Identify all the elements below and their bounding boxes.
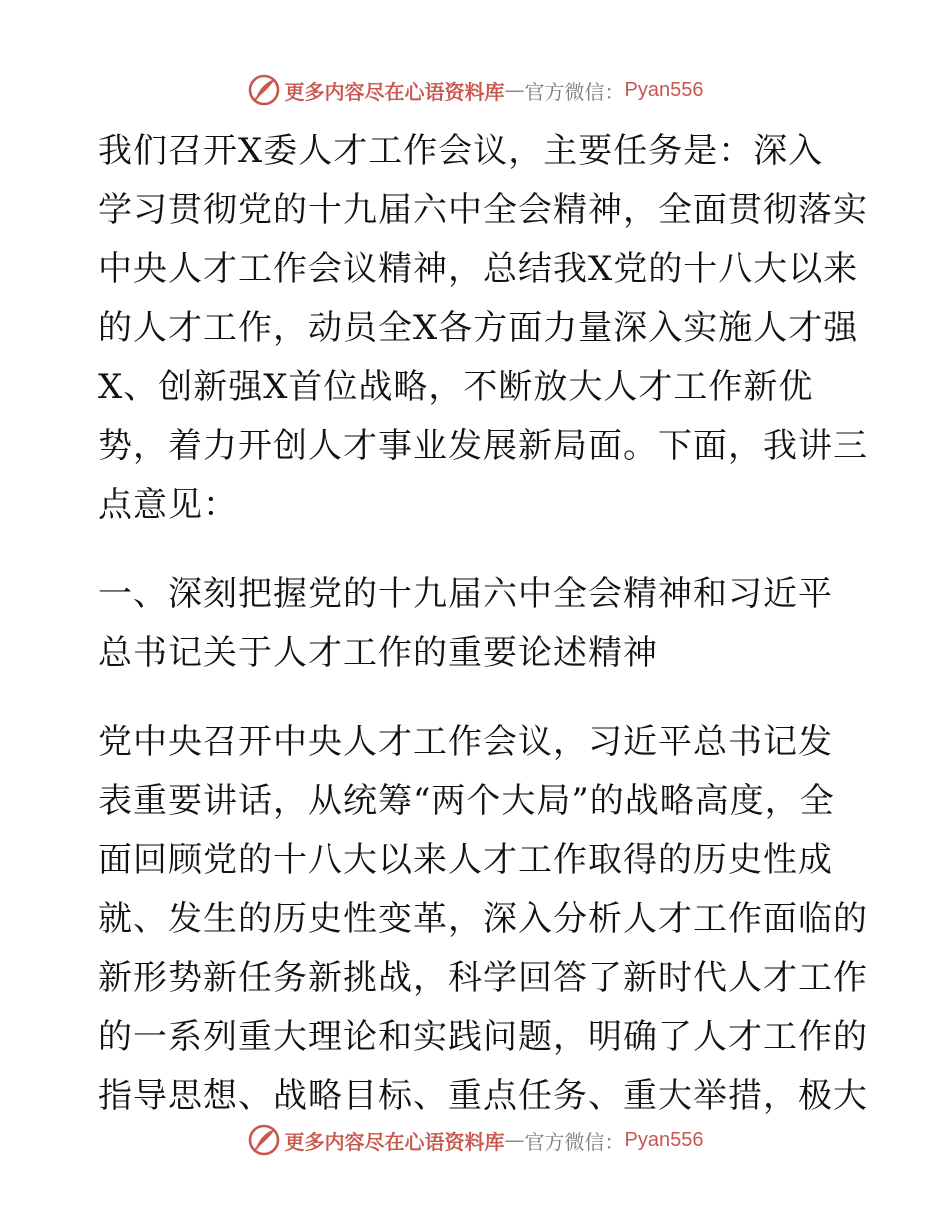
header-banner xyxy=(0,70,950,110)
text-line: 的人才工作，动员全X各方面力量深入实施人才强 xyxy=(98,308,859,348)
text-line: 我们召开X委人才工作会议，主要任务是：深入 xyxy=(98,131,824,171)
footer-brand-text: 更多内容尽在心语资料库 xyxy=(284,1129,505,1154)
text-line: 表重要讲话，从统筹“两个大局”的战略高度，全 xyxy=(98,781,835,821)
paragraph-gap xyxy=(98,683,858,713)
text-line: 点意见： xyxy=(98,485,238,525)
paragraph-gap xyxy=(98,535,858,565)
text-line: 面回顾党的十八大以来人才工作取得的历史性成 xyxy=(98,840,833,880)
text-line: 党中央召开中央人才工作会议，习近平总书记发 xyxy=(98,722,833,762)
text-line: X、创新强X首位战略，不断放大人才工作新优 xyxy=(98,367,814,407)
text-line: 的一系列重大理论和实践问题，明确了人才工作的 xyxy=(98,1017,868,1057)
section-heading-1 xyxy=(98,565,858,683)
text-line: 新形势新任务新挑战，科学回答了新时代人才工作 xyxy=(98,958,868,998)
footer-separator: — xyxy=(504,1128,525,1152)
document-body xyxy=(98,122,868,1126)
feather-pen-logo-icon xyxy=(247,1123,281,1157)
header-separator: — xyxy=(504,78,525,102)
text-line: 中央人才工作会议精神，总结我X党的十八大以来 xyxy=(98,249,859,289)
text-line: 学习贯彻党的十九届六中全会精神，全面贯彻落实 xyxy=(98,190,868,230)
paragraph-central-meeting xyxy=(98,713,868,1126)
heading-line: 总书记关于人才工作的重要论述精神 xyxy=(98,633,658,673)
footer-banner xyxy=(0,1120,950,1160)
text-line: 就、发生的历史性变革，深入分析人才工作面临的 xyxy=(98,899,868,939)
text-line: 指导思想、战略目标、重点任务、重大举措，极大 xyxy=(98,1076,868,1116)
header-brand-text: 更多内容尽在心语资料库 xyxy=(284,79,505,104)
paragraph-intro xyxy=(98,122,868,535)
header-official-label: 官方微信： xyxy=(524,79,625,104)
heading-line: 一、深刻把握党的十九届六中全会精神和习近平 xyxy=(98,574,833,614)
footer-official-label: 官方微信： xyxy=(524,1129,625,1154)
text-line: 势，着力开创人才事业发展新局面。下面，我讲三 xyxy=(98,426,868,466)
feather-pen-logo-icon xyxy=(247,73,281,107)
footer-account-id: Pyan556 xyxy=(624,1128,704,1151)
header-account-id: Pyan556 xyxy=(624,78,704,101)
